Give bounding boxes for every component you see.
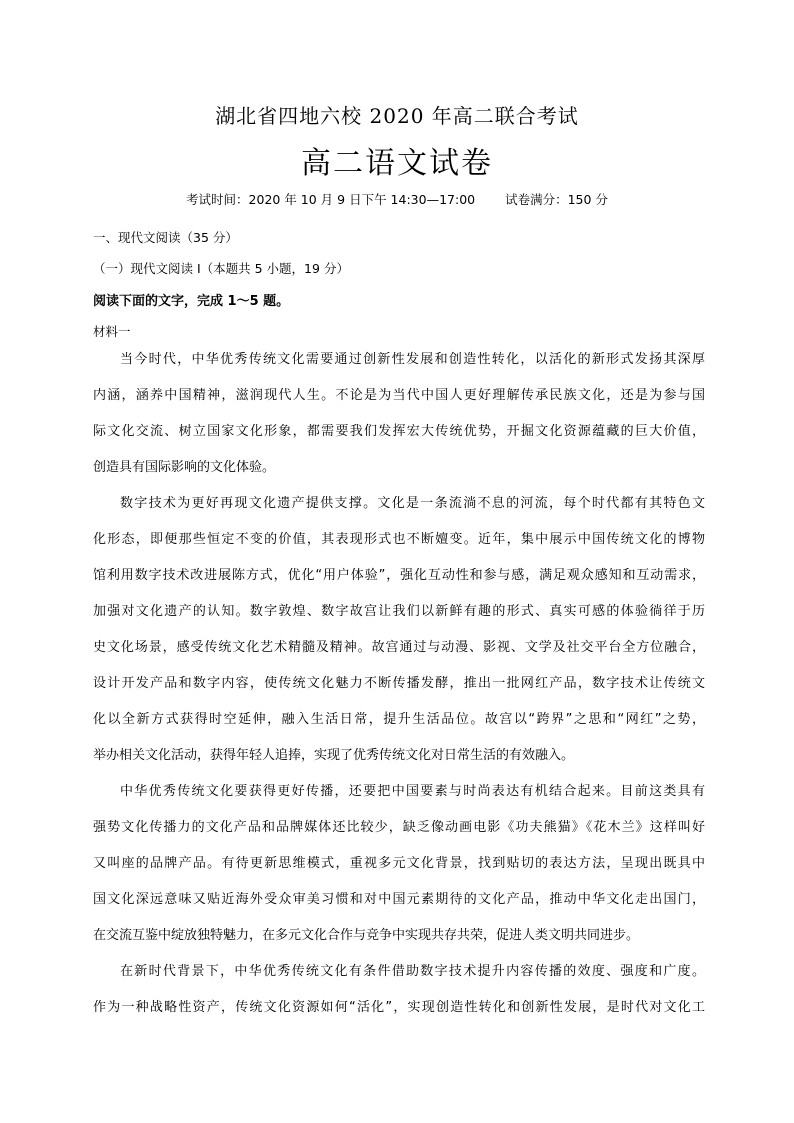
paragraph bbox=[93, 342, 705, 486]
material-label: 材料一 bbox=[93, 324, 131, 339]
text-line: 当今时代，中华优秀传统文化需要通过创新性发展和创造性转化，以活化的新形式发扬其深厚 bbox=[120, 352, 705, 367]
text-line: 在新时代背景下，中华优秀传统文化有条件借助数字技术提升内容传播的效度、强度和广度。 bbox=[120, 964, 705, 979]
text-line: 在交流互鉴中绽放独特魅力，在多元文化合作与竞争中实现共存共荣，促进人类文明共同进步。 bbox=[93, 928, 640, 943]
exam-info bbox=[0, 190, 794, 208]
subsection-heading: （一）现代文阅读 I（本题共 5 小题，19 分） bbox=[93, 261, 349, 276]
full-score: 试卷满分：150 分 bbox=[505, 192, 608, 207]
text-line: 强势文化传播力的文化产品和品牌媒体还比较少，缺乏像动画电影《功夫熊猫》《花木兰》这样叫好 bbox=[93, 820, 705, 835]
text-line: 中华优秀传统文化要获得更好传播，还要把中国要素与时尚表达有机结合起来。目前这类具有 bbox=[120, 784, 705, 799]
paragraph bbox=[93, 954, 705, 1026]
text-line: 举办相关文化活动，获得年轻人追捧，实现了优秀传统文化对日常生活的有效融入。 bbox=[93, 748, 575, 763]
text-line: 际文化交流、树立国家文化形象，都需要我们发挥宏大传统优势，开掘文化资源蕴藏的巨大价值， bbox=[93, 424, 705, 439]
text-line: 馆利用数字技术改进展陈方式，优化“用户体验”，强化互动性和参与感，满足观众感知和互动需求， bbox=[93, 568, 705, 583]
text-line: 加强对文化遗产的认知。数字敦煌、数字故宫让我们以新鲜有趣的形式、真实可感的体验徜徉于历 bbox=[93, 604, 705, 619]
paragraph bbox=[93, 774, 705, 954]
text-line: 数字技术为更好再现文化遗产提供支撑。文化是一条流淌不息的河流，每个时代都有其特色文 bbox=[120, 496, 705, 511]
text-line: 又叫座的品牌产品。有待更新思维模式，重视多元文化背景，找到贴切的表达方法，呈现出既具中 bbox=[93, 856, 705, 871]
text-line: 创造具有国际影响的文化体验。 bbox=[93, 460, 276, 475]
text-line: 设计开发产品和数字内容，使传统文化魅力不断传播发酵，推出一批网红产品，数字技术让传统文 bbox=[93, 676, 705, 691]
reading-instruction: 阅读下面的文字，完成 1～5 题。 bbox=[93, 294, 290, 309]
text-line: 作为一种战略性资产，传统文化资源如何“活化”，实现创造性转化和创新性发展，是时代对文化工 bbox=[93, 1000, 705, 1015]
exam-time: 考试时间：2020 年 10 月 9 日下午 14:30—17:00 bbox=[186, 192, 476, 207]
exam-title: 湖北省四地六校 2020 年高二联合考试 bbox=[215, 104, 579, 128]
section-heading: 一、现代文阅读（35 分） bbox=[93, 230, 238, 245]
paper-title: 高二语文试卷 bbox=[301, 146, 493, 181]
text-line: 内涵，涵养中国精神，滋润现代人生。不论是为当代中国人更好理解传承民族文化，还是为参与国 bbox=[93, 388, 705, 403]
text-line: 化形态，即便那些恒定不变的价值，其表现形式也不断嬗变。近年，集中展示中国传统文化的博物 bbox=[93, 532, 705, 547]
text-line: 国文化深远意味又贴近海外受众审美习惯和对中国元素期待的文化产品，推动中华文化走出国门， bbox=[93, 892, 705, 907]
text-line: 史文化场景，感受传统文化艺术精髓及精神。故宫通过与动漫、影视、文学及社交平台全方位融合， bbox=[93, 640, 705, 655]
reading-passage bbox=[93, 342, 705, 1026]
text-line: 化以全新方式获得时空延伸，融入生活日常，提升生活品位。故宫以“跨界”之思和“网红”之势， bbox=[93, 712, 705, 727]
paragraph bbox=[93, 486, 705, 774]
